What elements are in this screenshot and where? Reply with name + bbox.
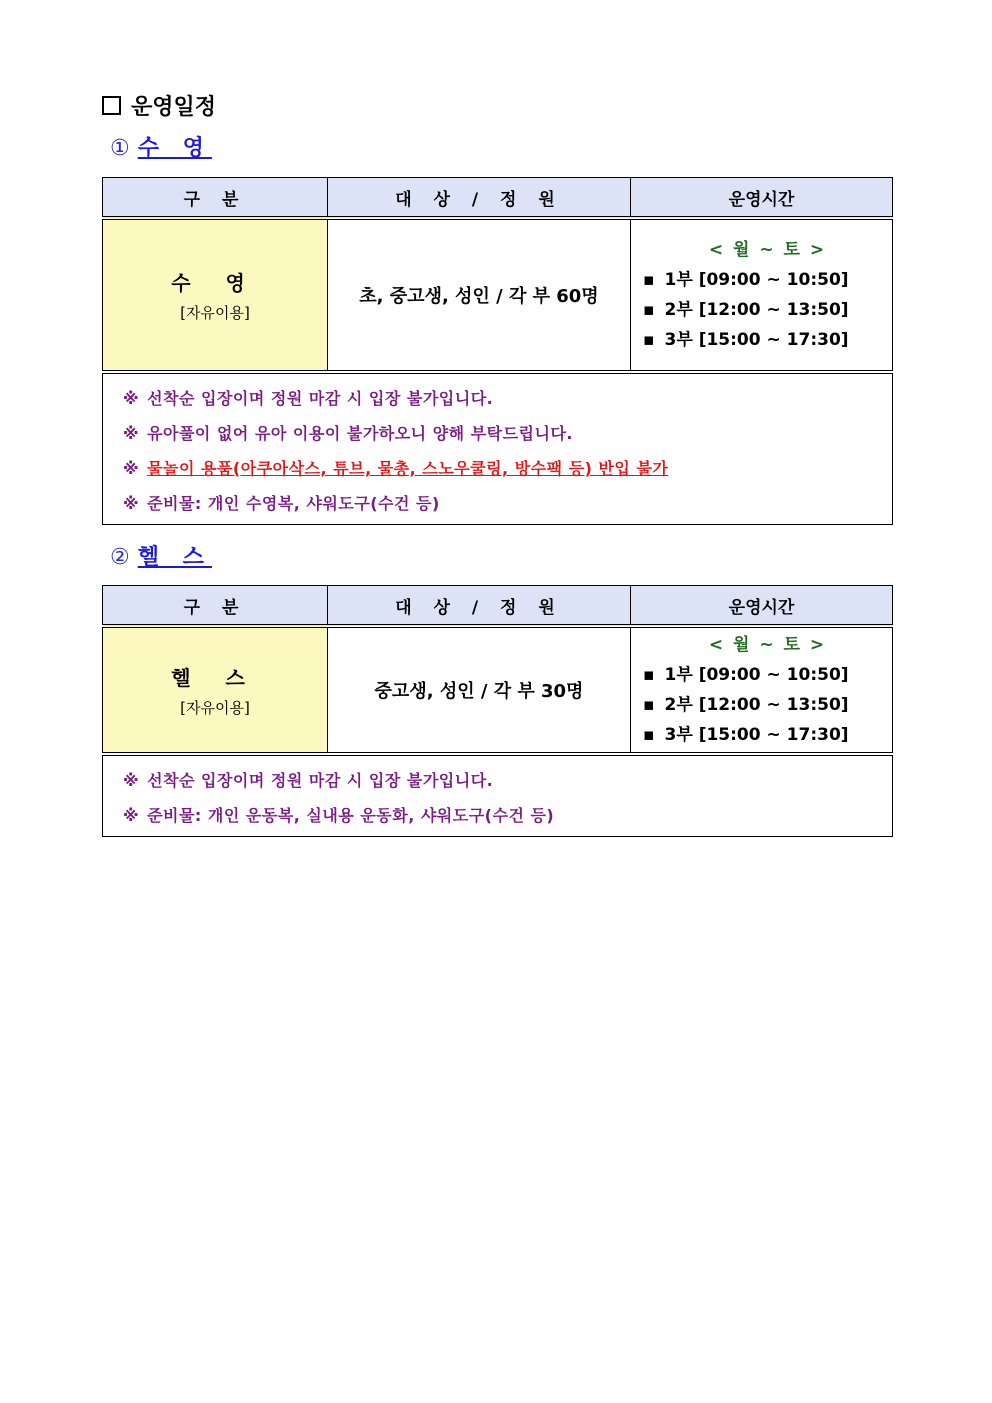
reference-mark-icon: ※: [123, 459, 140, 478]
hours-cell: [631, 626, 893, 754]
list-item: ▪ 3부 [15:00 ~ 17:30]: [643, 325, 892, 350]
category-cell: [103, 218, 328, 372]
note-item: ※ 선착순 입장이며 정원 마감 시 입장 불가입니다.: [123, 389, 494, 408]
days-label: < 월 ~ 토 >: [708, 635, 827, 655]
note-item: ※ 준비물: 개인 운동복, 실내용 운동화, 샤워도구(수건 등): [123, 806, 555, 825]
list-item: ▪ 3부 [15:00 ~ 17:30]: [643, 720, 892, 745]
page-title: [102, 90, 216, 121]
session-list: [643, 660, 892, 745]
target-cell: 중고생, 성인 / 각 부 30명: [328, 626, 631, 754]
table-row: [103, 218, 893, 372]
list-item: ▪ 1부 [09:00 ~ 10:50]: [643, 265, 892, 290]
reference-mark-icon: ※: [123, 806, 140, 825]
note-item: ※ 준비물: 개인 수영복, 샤워도구(수건 등): [123, 494, 440, 513]
category-name: 헬 스: [171, 666, 259, 690]
header-target: 대 상 / 정 원: [328, 586, 631, 627]
list-item: ▪ 1부 [09:00 ~ 10:50]: [643, 660, 892, 685]
table-header-row: [103, 586, 893, 627]
list-item: ▪ 2부 [12:00 ~ 13:50]: [643, 690, 892, 715]
section-name: 수 영: [137, 136, 212, 161]
notes-cell: [103, 754, 893, 837]
section-title-pool: [110, 131, 212, 162]
header-hours: 운영시간: [631, 178, 893, 219]
reference-mark-icon: ※: [123, 771, 140, 790]
section-title-gym: [110, 540, 212, 571]
days-label: < 월 ~ 토 >: [708, 240, 827, 260]
page-title-text: 운영일정: [131, 95, 217, 120]
reference-mark-icon: ※: [123, 494, 140, 513]
hours-cell: [631, 218, 893, 372]
pool-schedule-table: [102, 177, 893, 525]
reference-mark-icon: ※: [123, 389, 140, 408]
table-header-row: [103, 178, 893, 219]
category-note: [자유이용]: [180, 699, 250, 717]
header-category: 구 분: [103, 586, 328, 627]
header-target: 대 상 / 정 원: [328, 178, 631, 219]
notes-row: [103, 372, 893, 525]
list-item: ▪ 2부 [12:00 ~ 13:50]: [643, 295, 892, 320]
section-name: 헬 스: [137, 545, 212, 570]
note-item: ※ 유아풀이 없어 유아 이용이 불가하오니 양해 부탁드립니다.: [123, 424, 574, 443]
gym-schedule-table: [102, 585, 893, 837]
reference-mark-icon: ※: [123, 424, 140, 443]
category-name: 수 영: [171, 271, 259, 295]
notes-cell: [103, 372, 893, 525]
section-number: ②: [110, 545, 130, 570]
section-number: ①: [110, 136, 130, 161]
category-cell: [103, 626, 328, 754]
note-item-warning: ※ 물놀이 용품(아쿠아삭스, 튜브, 물총, 스노우쿨링, 방수팩 등) 반입 불가: [123, 459, 669, 478]
session-list: [643, 265, 892, 350]
note-item: ※ 선착순 입장이며 정원 마감 시 입장 불가입니다.: [123, 771, 494, 790]
checkbox-square-icon: [102, 96, 121, 115]
notes-row: [103, 754, 893, 837]
target-cell: 초, 중고생, 성인 / 각 부 60명: [328, 218, 631, 372]
category-note: [자유이용]: [180, 304, 250, 322]
header-category: 구 분: [103, 178, 328, 219]
table-row: [103, 626, 893, 754]
header-hours: 운영시간: [631, 586, 893, 627]
